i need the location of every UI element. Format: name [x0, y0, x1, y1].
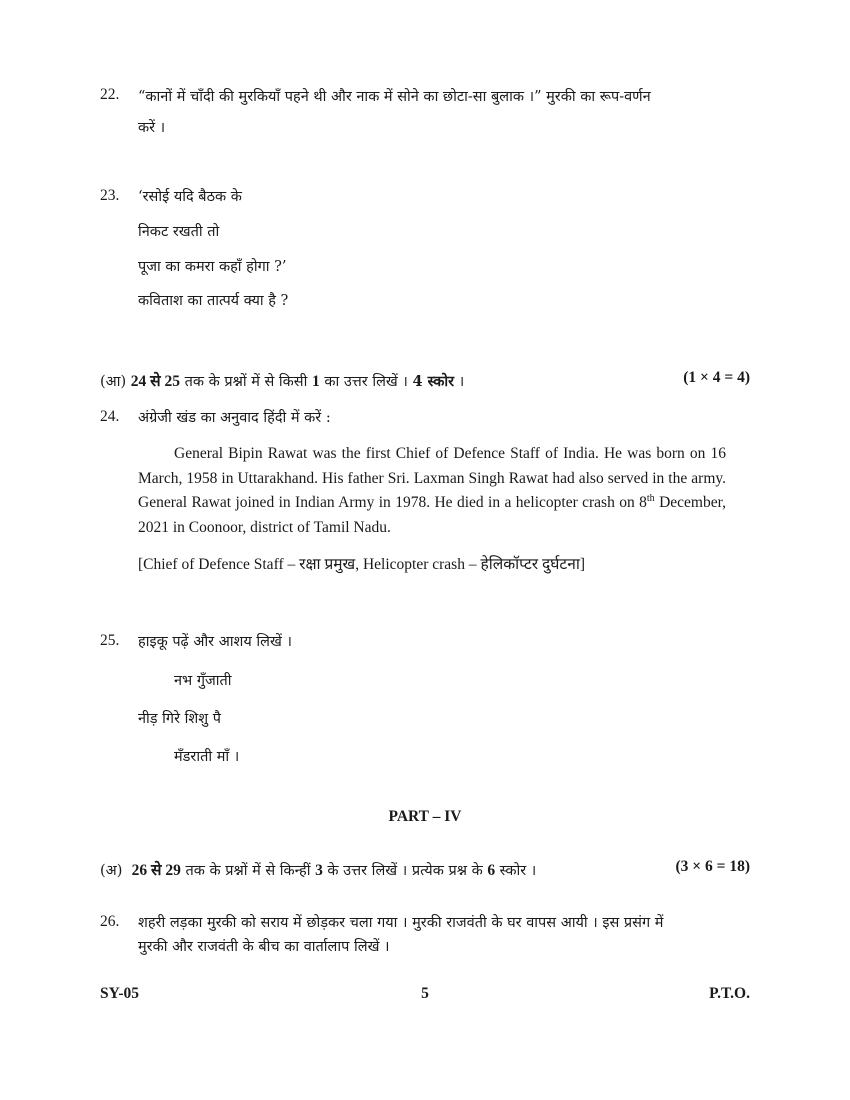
- section-a-marks: (3 × 6 = 18): [675, 858, 750, 875]
- q26-line2: मुरकी और राजवंती के बीच का वार्तालाप लिखें ।: [138, 939, 390, 955]
- section-a-text-end: स्कोर ।: [495, 863, 537, 879]
- q23-number: 23.: [100, 187, 120, 204]
- section-a-count: 3: [315, 862, 323, 879]
- q26-number: 26.: [100, 913, 120, 930]
- q23-line4: कविताश का तात्पर्य क्या है ?: [138, 293, 289, 309]
- q24-glossary: [Chief of Defence Staff – रक्षा प्रमुख, Helicopter crash – हेलिकॉप्टर दुर्घटना]: [138, 556, 585, 573]
- footer-code: SY-05: [100, 985, 140, 1002]
- section-aa-range: 24 से 25: [130, 373, 180, 390]
- section-aa-marks: (1 × 4 = 4): [683, 369, 750, 386]
- q24-passage-part1: General Bipin Rawat was the first Chief of Defence Staff of India. He was born on 16 March, 1958 in Uttarakhand. His father Sri. Laxman Singh Rawat had also served in the army. General Rawat joined in Indian Army in 1978. He died in a helicopter crash on 8: [138, 445, 726, 511]
- q23-line1: ‘रसोई यदि बैठक के: [138, 189, 242, 205]
- footer-page-number: 5: [421, 985, 429, 1002]
- q22-line2: करें ।: [138, 120, 166, 136]
- section-a-text-mid: तक के प्रश्नों में से किन्हीं: [180, 863, 316, 879]
- haiku-line1: नभ गुँजाती: [174, 673, 232, 689]
- section-aa-heading: [100, 369, 464, 391]
- section-a-label: (अ): [100, 863, 123, 879]
- section-aa-score: 4 स्कोर: [412, 373, 455, 390]
- section-a-text-mid2: के उत्तर लिखें । प्रत्येक प्रश्न के: [322, 863, 488, 879]
- q22-line1: “कानों में चाँदी की मुरकियाँ पहने थी और नाक में सोने का छोटा-सा बुलाक ।” मुरकी का रूप-वर्णन: [138, 89, 651, 105]
- footer-pto: P.T.O.: [709, 985, 750, 1002]
- q23-line3: पूजा का कमरा कहाँ होगा ?’: [138, 259, 287, 275]
- haiku-line3: मँडराती माँ ।: [174, 749, 240, 765]
- q24-passage: [138, 442, 726, 540]
- section-aa-text-mid: तक के प्रश्नों में से किसी: [179, 374, 312, 390]
- section-a-score: 6: [487, 862, 496, 879]
- section-aa-text-end: का उत्तर लिखें ।: [319, 374, 413, 390]
- q24-instruction: अंग्रेजी खंड का अनुवाद हिंदी में करें :: [138, 410, 331, 426]
- section-aa-count: 1: [311, 373, 320, 390]
- q24-number: 24.: [100, 408, 120, 425]
- section-aa-label: (आ): [100, 374, 127, 390]
- section-a-range: 26 से 29: [131, 862, 181, 879]
- q26-line1: शहरी लड़का मुरकी को सराय में छोड़कर चला गया । मुरकी राजवंती के घर वापस आयी । इस प्रसंग में: [138, 915, 664, 931]
- q24-passage-part2: December, 2021 in Coonoor, district of Tamil Nadu.: [138, 494, 727, 536]
- haiku-line2: नीड़ गिरे शिशु पै: [138, 711, 221, 727]
- q23-line2: निकट रखती तो: [138, 224, 220, 240]
- q22-number: 22.: [100, 86, 120, 103]
- part-title: PART – IV: [388, 808, 462, 825]
- q25-instruction: हाइकू पढ़ें और आशय लिखें ।: [138, 634, 292, 650]
- section-a-heading: [100, 858, 536, 880]
- section-aa-score-end: ।: [454, 374, 465, 390]
- q25-number: 25.: [100, 632, 120, 649]
- q24-passage-sup: th: [646, 492, 655, 504]
